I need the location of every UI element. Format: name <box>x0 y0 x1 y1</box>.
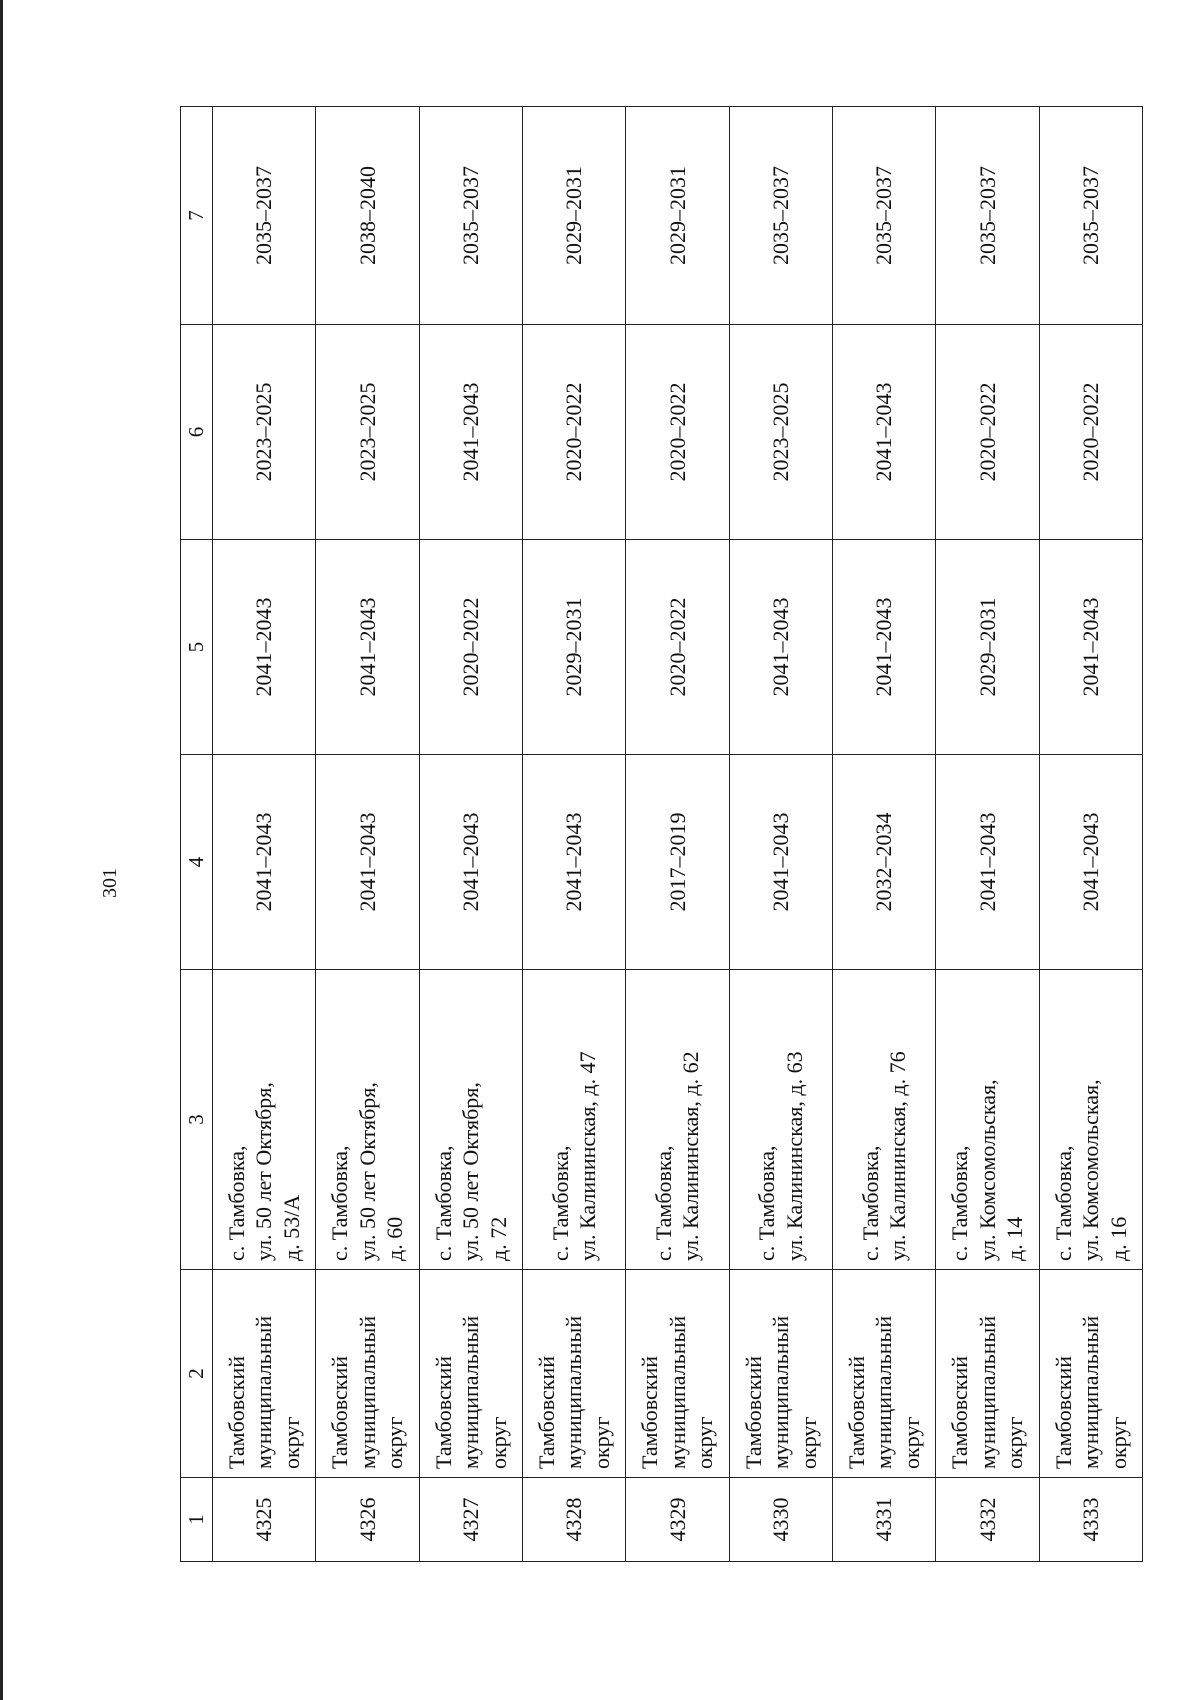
district-line: Тамбовский <box>947 1355 973 1469</box>
table-row <box>729 107 832 1562</box>
row-number-cell: 4329 <box>626 1478 729 1562</box>
table-row <box>626 107 729 1562</box>
period-cell-col5: 2041–2043 <box>1039 540 1142 755</box>
period-cell-col5: 2041–2043 <box>316 540 419 755</box>
row-number-cell: 4330 <box>729 1478 832 1562</box>
address-cell <box>213 970 316 1270</box>
table-row <box>1039 107 1142 1562</box>
schedule-table <box>180 106 1143 1562</box>
address-line: д. 16 <box>1105 1216 1131 1261</box>
table-row <box>316 107 419 1562</box>
period-cell-col6: 2020–2022 <box>936 325 1039 540</box>
district-line: Тамбовский <box>430 1355 456 1469</box>
address-line: ул. 50 лет Октября, <box>458 1082 484 1261</box>
address-line: д. 72 <box>485 1216 511 1261</box>
period-cell-col6: 2023–2025 <box>213 325 316 540</box>
address-cell <box>729 970 832 1270</box>
district-line: муниципальный <box>664 1315 690 1469</box>
column-number: 7 <box>181 107 213 325</box>
district-line: муниципальный <box>561 1315 587 1469</box>
period-cell-col6: 2020–2022 <box>626 325 729 540</box>
period-cell-col7: 2035–2037 <box>419 107 522 325</box>
column-number: 3 <box>181 970 213 1270</box>
district-line: Тамбовский <box>223 1355 249 1469</box>
district-cell <box>1039 1270 1142 1478</box>
district-line: Тамбовский <box>327 1355 353 1469</box>
district-cell <box>419 1270 522 1478</box>
district-line: округ <box>1105 1416 1131 1469</box>
table-row <box>832 107 935 1562</box>
address-line: с. Тамбовка, <box>947 1145 973 1261</box>
address-cell <box>1039 970 1142 1270</box>
period-cell-col4: 2041–2043 <box>936 755 1039 970</box>
address-line: с. Тамбовка, <box>547 1145 573 1261</box>
period-cell-col7: 2035–2037 <box>936 107 1039 325</box>
district-line: округ <box>692 1416 718 1469</box>
address-cell <box>522 970 625 1270</box>
district-line: муниципальный <box>974 1315 1000 1469</box>
district-line: округ <box>588 1416 614 1469</box>
period-cell-col7: 2038–2040 <box>316 107 419 325</box>
district-cell <box>213 1270 316 1478</box>
period-cell-col5: 2029–2031 <box>522 540 625 755</box>
district-line: округ <box>795 1416 821 1469</box>
period-cell-col6: 2020–2022 <box>522 325 625 540</box>
table-row <box>522 107 625 1562</box>
district-cell <box>729 1270 832 1478</box>
address-line: ул. Калининская, д. 62 <box>678 1051 704 1261</box>
period-cell-col4: 2041–2043 <box>419 755 522 970</box>
address-line: д. 14 <box>1002 1216 1028 1261</box>
district-line: округ <box>278 1416 304 1469</box>
period-cell-col4: 2032–2034 <box>832 755 935 970</box>
address-line: ул. 50 лет Октября, <box>354 1082 380 1261</box>
address-line: с. Тамбовка, <box>754 1145 780 1261</box>
address-cell <box>832 970 935 1270</box>
district-line: муниципальный <box>768 1315 794 1469</box>
district-line: округ <box>485 1416 511 1469</box>
column-number: 6 <box>181 325 213 540</box>
district-line: муниципальный <box>871 1315 897 1469</box>
row-number-cell: 4331 <box>832 1478 935 1562</box>
address-line: ул. Калининская, д. 76 <box>885 1051 911 1261</box>
column-number: 1 <box>181 1478 213 1562</box>
period-cell-col6: 2020–2022 <box>1039 325 1142 540</box>
column-number-row <box>181 107 213 1562</box>
period-cell-col4: 2041–2043 <box>729 755 832 970</box>
period-cell-col7: 2029–2031 <box>626 107 729 325</box>
column-number: 5 <box>181 540 213 755</box>
period-cell-col7: 2029–2031 <box>522 107 625 325</box>
row-number-cell: 4325 <box>213 1478 316 1562</box>
district-cell <box>522 1270 625 1478</box>
page-number: 301 <box>99 868 121 898</box>
address-line: д. 53/А <box>278 1194 304 1261</box>
address-line: ул. 50 лет Октября, <box>251 1082 277 1261</box>
address-line: ул. Калининская, д. 63 <box>781 1051 807 1261</box>
district-cell <box>832 1270 935 1478</box>
period-cell-col6: 2041–2043 <box>832 325 935 540</box>
address-cell <box>316 970 419 1270</box>
district-line: Тамбовский <box>637 1355 663 1469</box>
address-line: с. Тамбовка, <box>327 1145 353 1261</box>
column-number: 4 <box>181 755 213 970</box>
address-line: с. Тамбовка, <box>857 1145 883 1261</box>
table-container <box>180 107 1143 1562</box>
district-line: округ <box>1002 1416 1028 1469</box>
period-cell-col5: 2029–2031 <box>936 540 1039 755</box>
district-line: Тамбовский <box>1050 1355 1076 1469</box>
table-row <box>419 107 522 1562</box>
period-cell-col6: 2041–2043 <box>419 325 522 540</box>
row-number-cell: 4327 <box>419 1478 522 1562</box>
district-line: муниципальный <box>354 1315 380 1469</box>
district-cell <box>316 1270 419 1478</box>
period-cell-col6: 2023–2025 <box>729 325 832 540</box>
table-row <box>213 107 316 1562</box>
district-line: Тамбовский <box>740 1355 766 1469</box>
address-line: ул. Комсомольская, <box>1078 1079 1104 1261</box>
address-line: с. Тамбовка, <box>1050 1145 1076 1261</box>
period-cell-col5: 2020–2022 <box>419 540 522 755</box>
district-line: округ <box>898 1416 924 1469</box>
row-number-cell: 4332 <box>936 1478 1039 1562</box>
district-cell <box>936 1270 1039 1478</box>
address-line: ул. Калининская, д. 47 <box>575 1051 601 1261</box>
period-cell-col4: 2041–2043 <box>213 755 316 970</box>
period-cell-col4: 2041–2043 <box>1039 755 1142 970</box>
address-line: д. 60 <box>382 1216 408 1261</box>
address-cell <box>936 970 1039 1270</box>
period-cell-col4: 2017–2019 <box>626 755 729 970</box>
address-cell <box>626 970 729 1270</box>
district-line: муниципальный <box>1078 1315 1104 1469</box>
address-line: с. Тамбовка, <box>223 1145 249 1261</box>
address-line: с. Тамбовка, <box>430 1145 456 1261</box>
column-number: 2 <box>181 1270 213 1478</box>
page-left-edge <box>0 0 3 1700</box>
district-line: округ <box>382 1416 408 1469</box>
district-line: муниципальный <box>251 1315 277 1469</box>
period-cell-col4: 2041–2043 <box>522 755 625 970</box>
address-cell <box>419 970 522 1270</box>
district-line: Тамбовский <box>843 1355 869 1469</box>
table-row <box>936 107 1039 1562</box>
period-cell-col5: 2041–2043 <box>832 540 935 755</box>
period-cell-col5: 2041–2043 <box>213 540 316 755</box>
address-line: ул. Комсомольская, <box>974 1079 1000 1261</box>
row-number-cell: 4333 <box>1039 1478 1142 1562</box>
row-number-cell: 4326 <box>316 1478 419 1562</box>
district-cell <box>626 1270 729 1478</box>
row-number-cell: 4328 <box>522 1478 625 1562</box>
district-line: Тамбовский <box>533 1355 559 1469</box>
period-cell-col7: 2035–2037 <box>213 107 316 325</box>
period-cell-col7: 2035–2037 <box>832 107 935 325</box>
address-line: с. Тамбовка, <box>650 1145 676 1261</box>
period-cell-col7: 2035–2037 <box>1039 107 1142 325</box>
period-cell-col5: 2020–2022 <box>626 540 729 755</box>
period-cell-col5: 2041–2043 <box>729 540 832 755</box>
district-line: муниципальный <box>458 1315 484 1469</box>
period-cell-col7: 2035–2037 <box>729 107 832 325</box>
period-cell-col4: 2041–2043 <box>316 755 419 970</box>
period-cell-col6: 2023–2025 <box>316 325 419 540</box>
